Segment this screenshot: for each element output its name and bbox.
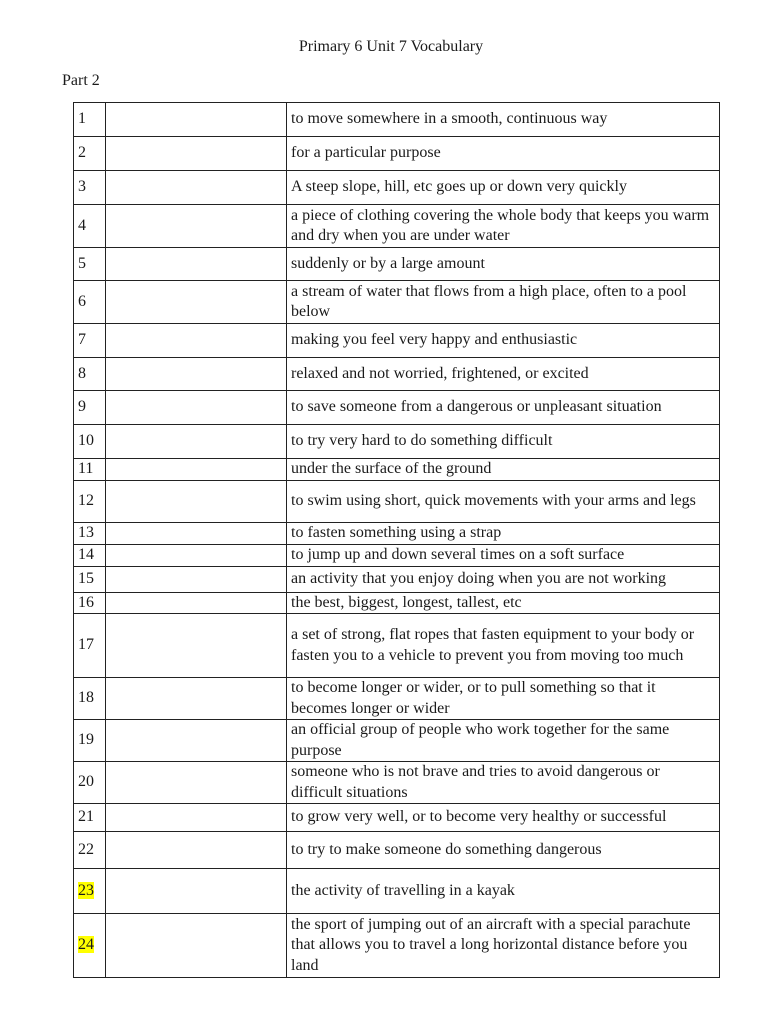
definition-cell: for a particular purpose xyxy=(287,137,720,171)
definition-cell: the sport of jumping out of an aircraft with a special parachute that allows you to travel a long horizontal distance before you land xyxy=(287,914,720,978)
row-number: 15 xyxy=(78,569,94,587)
row-number-cell xyxy=(74,832,106,869)
row-number-cell xyxy=(74,248,106,281)
row-number: 7 xyxy=(78,331,86,349)
word-answer-cell[interactable] xyxy=(106,480,287,522)
definition-cell: suddenly or by a large amount xyxy=(287,248,720,281)
definition-cell: the activity of travelling in a kayak xyxy=(287,869,720,914)
row-number: 21 xyxy=(78,808,94,826)
row-number-cell xyxy=(74,205,106,248)
table-row xyxy=(74,480,720,522)
vocabulary-table xyxy=(73,102,720,978)
row-number: 20 xyxy=(78,773,94,791)
row-number-cell xyxy=(74,391,106,425)
row-number-cell xyxy=(74,171,106,205)
row-number: 3 xyxy=(78,178,86,196)
table-row xyxy=(74,324,720,358)
table-row xyxy=(74,544,720,566)
word-answer-cell[interactable] xyxy=(106,804,287,832)
table-row xyxy=(74,914,720,978)
word-answer-cell[interactable] xyxy=(106,391,287,425)
row-number-cell xyxy=(74,281,106,324)
row-number: 4 xyxy=(78,216,86,234)
definition-cell: to try very hard to do something difficult xyxy=(287,425,720,459)
table-row xyxy=(74,358,720,391)
table-row xyxy=(74,103,720,137)
definition-cell: under the surface of the ground xyxy=(287,459,720,481)
word-answer-cell[interactable] xyxy=(106,103,287,137)
vocabulary-table-body xyxy=(74,103,720,978)
row-number: 24 xyxy=(78,936,94,954)
word-answer-cell[interactable] xyxy=(106,720,287,762)
row-number-cell xyxy=(74,480,106,522)
definition-cell: making you feel very happy and enthusiastic xyxy=(287,324,720,358)
row-number: 16 xyxy=(78,593,94,611)
table-row xyxy=(74,720,720,762)
definition-cell: someone who is not brave and tries to avoid dangerous or difficult situations xyxy=(287,762,720,804)
row-number-cell xyxy=(74,614,106,678)
row-number-cell xyxy=(74,762,106,804)
definition-cell: to jump up and down several times on a soft surface xyxy=(287,544,720,566)
row-number: 18 xyxy=(78,689,94,707)
table-row xyxy=(74,592,720,614)
table-row xyxy=(74,248,720,281)
row-number-cell xyxy=(74,425,106,459)
table-row xyxy=(74,137,720,171)
definition-cell: the best, biggest, longest, tallest, etc xyxy=(287,592,720,614)
word-answer-cell[interactable] xyxy=(106,171,287,205)
word-answer-cell[interactable] xyxy=(106,358,287,391)
row-number-cell xyxy=(74,522,106,544)
definition-cell: a piece of clothing covering the whole body that keeps you warm and dry when you are under water xyxy=(287,205,720,248)
word-answer-cell[interactable] xyxy=(106,869,287,914)
word-answer-cell[interactable] xyxy=(106,425,287,459)
row-number-cell xyxy=(74,720,106,762)
table-row xyxy=(74,281,720,324)
table-row xyxy=(74,522,720,544)
row-number: 13 xyxy=(78,523,94,541)
row-number-cell xyxy=(74,592,106,614)
table-row xyxy=(74,762,720,804)
definition-cell: to fasten something using a strap xyxy=(287,522,720,544)
definition-cell: to try to make someone do something dangerous xyxy=(287,832,720,869)
table-row xyxy=(74,459,720,481)
row-number: 14 xyxy=(78,545,94,563)
row-number: 1 xyxy=(78,110,86,128)
definition-cell: to move somewhere in a smooth, continuous way xyxy=(287,103,720,137)
row-number: 5 xyxy=(78,254,86,272)
word-answer-cell[interactable] xyxy=(106,137,287,171)
definition-cell: to save someone from a dangerous or unpleasant situation xyxy=(287,391,720,425)
row-number-cell xyxy=(74,544,106,566)
word-answer-cell[interactable] xyxy=(106,205,287,248)
part-label: Part 2 xyxy=(62,72,100,89)
row-number: 23 xyxy=(78,881,94,899)
definition-cell: A steep slope, hill, etc goes up or down very quickly xyxy=(287,171,720,205)
row-number-cell xyxy=(74,459,106,481)
word-answer-cell[interactable] xyxy=(106,678,287,720)
word-answer-cell[interactable] xyxy=(106,914,287,978)
definition-cell: a stream of water that flows from a high place, often to a pool below xyxy=(287,281,720,324)
word-answer-cell[interactable] xyxy=(106,762,287,804)
row-number: 22 xyxy=(78,840,94,858)
word-answer-cell[interactable] xyxy=(106,324,287,358)
row-number: 8 xyxy=(78,364,86,382)
word-answer-cell[interactable] xyxy=(106,281,287,324)
row-number-cell xyxy=(74,566,106,592)
row-number-cell xyxy=(74,869,106,914)
row-number: 11 xyxy=(78,460,94,477)
row-number-cell xyxy=(74,137,106,171)
table-row xyxy=(74,869,720,914)
definition-cell: an activity that you enjoy doing when you are not working xyxy=(287,566,720,592)
table-row xyxy=(74,832,720,869)
word-answer-cell[interactable] xyxy=(106,832,287,869)
row-number-cell xyxy=(74,358,106,391)
row-number: 12 xyxy=(78,491,94,509)
word-answer-cell[interactable] xyxy=(106,614,287,678)
row-number: 2 xyxy=(78,144,86,162)
table-row xyxy=(74,804,720,832)
row-number: 10 xyxy=(78,432,94,450)
row-number: 9 xyxy=(78,398,86,416)
word-answer-cell[interactable] xyxy=(106,248,287,281)
table-row xyxy=(74,391,720,425)
table-row xyxy=(74,425,720,459)
word-answer-cell[interactable] xyxy=(106,459,287,481)
word-answer-cell[interactable] xyxy=(106,544,287,566)
word-answer-cell[interactable] xyxy=(106,566,287,592)
page-title: Primary 6 Unit 7 Vocabulary xyxy=(298,38,484,55)
row-number: 19 xyxy=(78,731,94,749)
row-number-cell xyxy=(74,103,106,137)
table-row xyxy=(74,566,720,592)
word-answer-cell[interactable] xyxy=(106,592,287,614)
table-row xyxy=(74,171,720,205)
definition-cell: an official group of people who work together for the same purpose xyxy=(287,720,720,762)
table-row xyxy=(74,678,720,720)
row-number: 6 xyxy=(78,292,86,310)
word-answer-cell[interactable] xyxy=(106,522,287,544)
definition-cell: relaxed and not worried, frightened, or excited xyxy=(287,358,720,391)
row-number-cell xyxy=(74,678,106,720)
row-number-cell xyxy=(74,324,106,358)
row-number-cell xyxy=(74,914,106,978)
table-row xyxy=(74,205,720,248)
table-row xyxy=(74,614,720,678)
definition-cell: to grow very well, or to become very healthy or successful xyxy=(287,804,720,832)
definition-cell: to become longer or wider, or to pull something so that it becomes longer or wider xyxy=(287,678,720,720)
row-number-cell xyxy=(74,804,106,832)
definition-cell: to swim using short, quick movements with your arms and legs xyxy=(287,480,720,522)
definition-cell: a set of strong, flat ropes that fasten equipment to your body or fasten you to a vehicle to prevent you from moving too much xyxy=(287,614,720,678)
row-number: 17 xyxy=(78,636,94,654)
